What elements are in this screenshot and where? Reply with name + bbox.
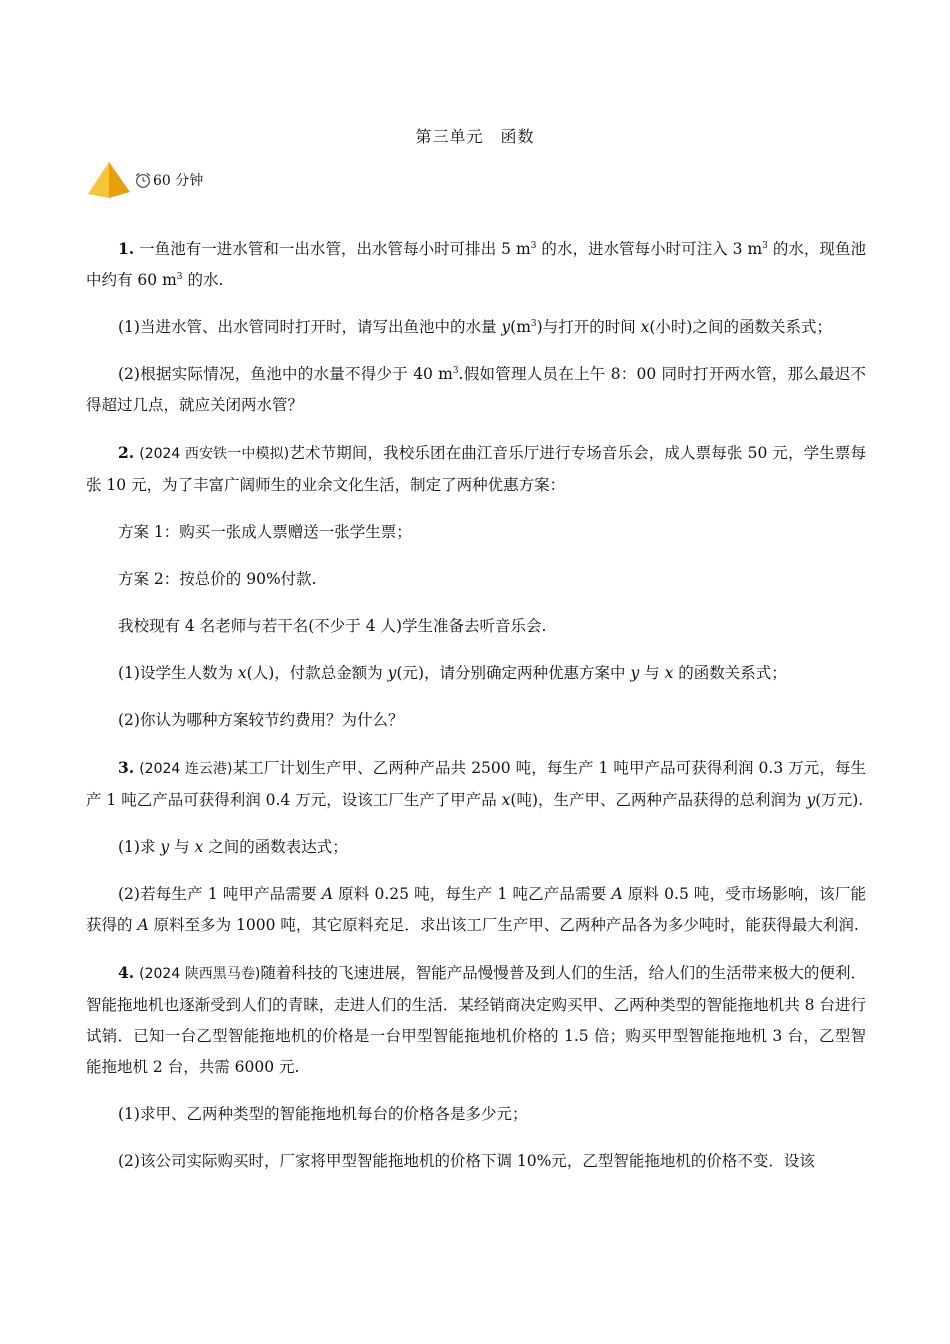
problem-2-plan-2: 方案 2：按总价的 90%付款.	[118, 570, 317, 588]
alarm-clock-icon	[134, 171, 152, 189]
problem-3-part-2: (2)若每生产 1 吨甲产品需要 A 原料 0.25 吨，每生产 1 吨乙产品需要 A 原料 0.5 吨，受市场影响，该厂能获得的 A 原料至多为 1000 吨，其它原料充足．求出该工厂生产甲、乙两种产品各为多少吨时，能获得最大利润.	[86, 885, 866, 934]
problem-number: 2.	[118, 443, 135, 462]
problem-source: (2024 连云港)	[139, 761, 233, 777]
problem-number: 4.	[118, 963, 135, 982]
problem-source: (2024 陕西黑马卷)	[139, 966, 261, 982]
problem-4-part-1: (1)求甲、乙两种类型的智能拖地机每台的价格各是多少元；	[118, 1105, 528, 1123]
problem-3-part-1: (1)求 y 与 x 之间的函数表达式；	[118, 838, 348, 856]
problem-list	[86, 233, 866, 1193]
problem-number: 1.	[118, 239, 135, 258]
problem-4-part-2: (2)该公司实际购买时，厂家将甲型智能拖地机的价格下调 10%元，乙型智能拖地机的价格不变．设该	[118, 1152, 815, 1170]
problem-4-stem: 4. (2024 陕西黑马卷)随着科技的飞速进展，智能产品慢慢普及到人们的生活，给人们的生活带来极大的便利．智能拖地机也逐渐受到人们的青睐，走进人们的生活．某经销商决定购买甲、乙两种类型的智能拖地机共 8 台进行试销．已知一台乙型智能拖地机的价格是一台甲型智能拖地机价格的 1.5 倍；购买甲型智能拖地机 3 台，乙型智能拖地机 2 台，共需 6000 元.	[86, 963, 866, 1076]
problem-1-stem: 1. 一鱼池有一进水管和一出水管，出水管每小时可排出 5 $m^3$ 的水，进水管每小时可注入 3 $m^3$ 的水，现鱼池中约有 60 $m^3$ 的水.	[86, 239, 866, 289]
time-limit-label: 60 分钟	[153, 173, 204, 189]
problem-2-condition: 我校现有 4 名老师与若干名(不少于 4 人)学生准备去听音乐会.	[118, 617, 547, 635]
timer-badge	[86, 160, 203, 200]
problem-3-stem: 3. (2024 连云港)某工厂计划生产甲、乙两种产品共 2500 吨，每生产 1 吨甲产品可获得利润 0.3 万元，每生产 1 吨乙产品可获得利润 0.4 万元，设该工厂生产了甲产品 x(吨)，生产甲、乙两种产品获得的总利润为 y(万元).	[86, 758, 866, 809]
problem-source: (2024 西安铁一中模拟)	[139, 446, 290, 462]
problem-2-part-1: (1)设学生人数为 x(人)，付款总金额为 y(元)，请分别确定两种优惠方案中 y 与 x 的函数关系式；	[118, 664, 787, 682]
problem-1-part-2: (2)根据实际情况，鱼池中的水量不得少于 40 $m^3$.假如管理人员在上午 8：00 同时打开两水管，那么最迟不得超过几点，就应关闭两水管？	[86, 365, 867, 414]
problem-2-plan-1: 方案 1：购买一张成人票赠送一张学生票；	[118, 523, 412, 541]
problem-2-stem: 2. (2024 西安铁一中模拟)艺术节期间，我校乐团在曲江音乐厅进行专场音乐会，成人票每张 50 元，学生票每张 10 元，为了丰富广阔师生的业余文化生活，制定了两种优惠方案：	[86, 443, 866, 494]
problem-2-part-2: (2)你认为哪种方案较节约费用？为什么？	[118, 711, 404, 729]
page-title: 第三单元 函数	[415, 127, 535, 146]
problem-1-part-1: (1)当进水管、出水管同时打开时，请写出鱼池中的水量 $y(m^3)$与打开的时间 x(小时)之间的函数关系式；	[118, 318, 832, 336]
pyramid-icon	[86, 160, 132, 200]
problem-number: 3.	[118, 758, 135, 777]
